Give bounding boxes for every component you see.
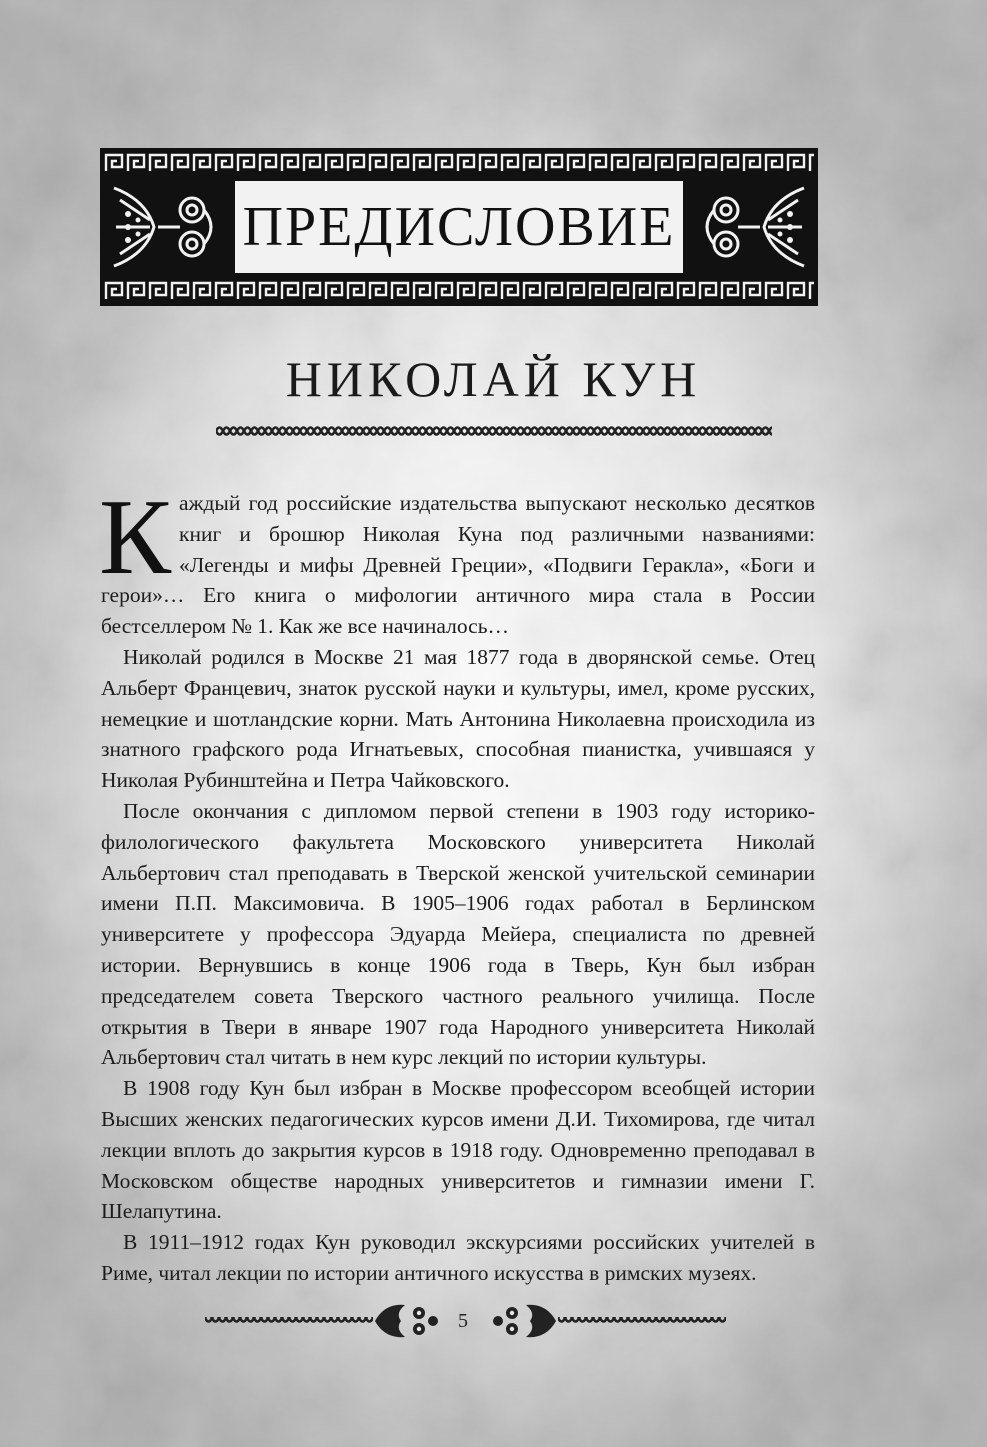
paragraph: В 1911–1912 годах Кун руководил экскурсиями российских учителей в Риме, читал лекции по истории античного искусства в римских музеях. — [101, 1230, 815, 1285]
article-body — [99, 478, 815, 1289]
chapter-title-box — [232, 178, 686, 276]
palmette-ornament-icon — [106, 178, 226, 276]
greek-key-border-top — [104, 152, 814, 174]
greek-key-border-bottom — [104, 280, 814, 302]
palmette-flourish-icon — [486, 1297, 726, 1345]
page-number: 5 — [458, 1310, 468, 1332]
chapter-banner — [100, 148, 818, 306]
palmette-flourish-icon — [205, 1297, 440, 1345]
palmette-ornament-icon — [692, 178, 812, 276]
paragraph: Николай родился в Москве 21 мая 1877 года в дворянской семье. Отец Альберт Францевич, знаток русской науки и культуры, имел, кроме русских, немецкие и шотландские корни. Мать Антонина Николаевна происходила из знатного графского рода Игнатьевых, способная пианистка, учившаяся у Николая Рубинштейна и Петра Чайковского. — [101, 644, 815, 793]
drop-cap: К — [99, 478, 172, 597]
author-name: НИКОЛАЙ КУН — [285, 351, 702, 407]
paragraph: После окончания с дипломом первой степени в 1903 году историко-филологического факультета Московского университета Николай Альбертович стал преподавать в Тверской женской учительской семинарии имени П.П. Максимовича. В 1905–1906 годах работал в Берлинском университете у профессора Эдуарда Мейера, специалиста по древней истории. Вернувшись в конце 1906 года в Тверь, Кун был избран председателем совета Тверского частного реального училища. После открытия в Твери в январе 1907 года Народного университета Николай Альбертович стал читать в нем курс лекций по истории культуры. — [101, 798, 815, 1070]
paragraph: Каждый год российские издательства выпускают несколько десятков книг и брошюр Николая Куна под различными названиями: «Легенды и мифы Древней Греции», «Подвиги Геракла», «Боги и герои»… Его книга о мифологии античного мира стала в России бестселлером № 1. Как же все начиналось… — [99, 478, 815, 639]
braided-divider — [216, 424, 772, 438]
paragraph: В 1908 году Кун был избран в Москве профессором всеобщей истории Высших женских педагогических курсов имени Д.И. Тихомирова, где читал лекции вплоть до закрытия курсов в 1918 году. Одновременно преподавал в Московском обществе народных университетов и гимназии имени Г. Шелапутина. — [101, 1076, 815, 1224]
chapter-title: ПРЕДИСЛОВИЕ — [242, 196, 676, 258]
